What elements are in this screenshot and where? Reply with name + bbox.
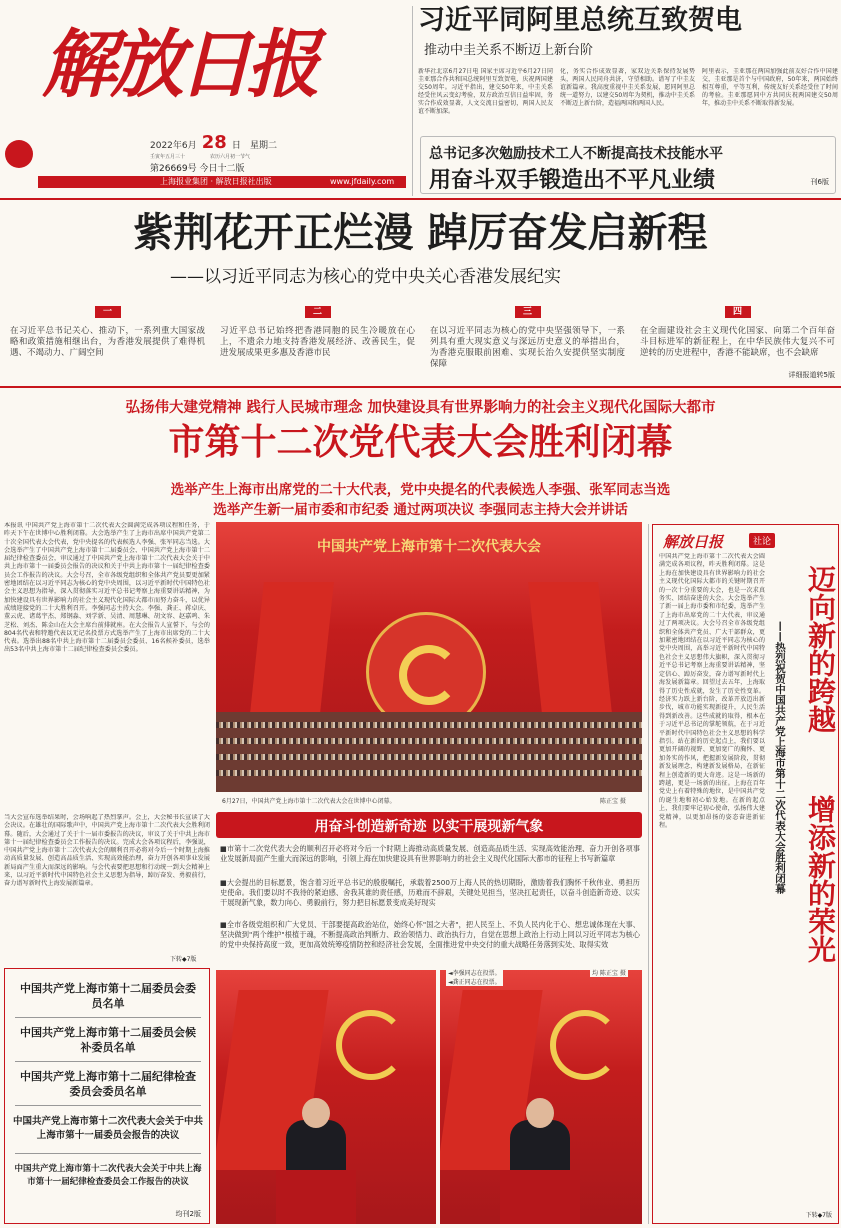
editorial-logo: 解放日报 <box>663 533 724 551</box>
hk-ref[interactable]: 详细报道转5版 <box>788 371 835 379</box>
congress-photo <box>216 522 642 792</box>
list-title: 中国共产党上海市第十二次代表大会关于中共上海市第十一届纪律检查委员会工作报告的决议 <box>14 1164 202 1187</box>
date-day-suffix: 日 <box>231 141 241 151</box>
photo-caption: 6月27日，中国共产党上海市第十二次代表大会在世博中心闭幕。 <box>222 798 396 805</box>
second-story-kicker: 总书记多次勉励技术工人不断提高技术技能水平 <box>429 146 723 162</box>
congress-sub2: 选举产生新一届市委和市纪委 通过两项决议 李强同志主持大会并讲话 <box>213 502 628 518</box>
congress-headline: 市第十二次党代表大会胜利闭幕 <box>168 422 673 463</box>
hk-section-3 <box>430 306 625 374</box>
lunar-date-2: 农历六月初一节气 <box>210 154 251 160</box>
list-item[interactable] <box>11 1163 205 1189</box>
list-title: 中国共产党上海市第十二届委员会委员名单 <box>20 982 196 1010</box>
top-story <box>418 4 838 132</box>
congress-body-b: 当大会宣布选举结果时，会场响起了热烈掌声。会上，大会秘书长宣读了大会决议。在雄壮的国际歌声中，中国共产党上海市第十二次代表大会胜利闭幕。随后，大会通过了关于十一届市委报告的决议，审议了关于中共上海市第十一届纪律检查委员会工作报告的决议。完成大会各项议程后，李强说，中国共产党上海市第十二次代表大会的顺利召开必将对今后一个时期上海推动高质量发展、创造高品质生活、实现高效能治理，奋力开创各项事业发展新局面产生重大而深远的影响。与会代表要把思想和行动统一到大会精神上来，以习近平新时代中国特色社会主义思想为指导，踔厉奋发、勇毅前行，奋力谱写新时代上海发展新篇章。 <box>4 814 210 888</box>
congress-body-ref[interactable]: 下转◆7版 <box>170 956 197 963</box>
hk-feature <box>0 202 841 384</box>
person-head <box>526 1098 554 1128</box>
person-head <box>302 1098 330 1128</box>
editorial-title-2: 增添新的荣光 <box>804 795 837 963</box>
bottom-caption-1: ◄李强同志在投票。 <box>448 970 501 977</box>
top-story-headline: 习近平同阿里总统互致贺电 <box>418 5 742 36</box>
hall-audience <box>216 712 642 792</box>
editorial-ref[interactable]: 下转◆7版 <box>805 1212 832 1219</box>
list-title: 中国共产党上海市第十二届委员会候补委员名单 <box>20 1026 196 1054</box>
lunar-date-1: 壬寅年五月三十 <box>150 154 186 160</box>
logo-emblem <box>5 140 33 168</box>
editorial-title-1: 迈向新的跨越 <box>804 565 837 733</box>
list-item[interactable] <box>15 1025 201 1055</box>
editorial-tag: 社论 <box>749 533 775 548</box>
red-flag-right <box>528 582 614 732</box>
date-year-month: 2022年6月 <box>150 141 197 151</box>
congress-kicker: 弘扬伟大建党精神 践行人民城市理念 加快建设具有世界影响力的社会主义现代化国际大都市 <box>125 400 716 416</box>
bottom-caption-2: ◄龚正同志在投票。 <box>448 979 501 986</box>
commentary-p1: ■市第十二次党代表大会的顺利召开必将对今后一个时期上海推动高质量发展、创造高品质生活、实现高效能治理、奋力开创各项事业发展新局面产生重大而深远的影响，引领上海在加快建设具有世界影响力的社会主义现代化国际大都市的征程上书写新篇章 <box>220 844 640 863</box>
second-story <box>420 136 836 194</box>
party-emblem-icon <box>550 1010 620 1080</box>
list-title: 中国共产党上海市第十二届纪律检查委员会委员名单 <box>20 1070 196 1098</box>
commentary-p3: ■全市各级党组织和广大党员、干部要提高政治站位，始终心怀"国之大者"，把人民至上、不负人民内化于心、想忠诚体现在大事、坚决做到"两个维护"根植于魂，不断提高政治判断力、政治领悟力、政治执行力，自觉在思想上政治上行动上同以习近平同志为核心的党中央保持高度一致，更加高效统筹疫情防控和经济社会发展，全面推进党中央交付的重大战略任务落到实处、取得实效 <box>220 920 640 949</box>
top-story-col2: 化，务实合作成效显著，家双边关系保持发展势头，两国人民同舟共济，守望相助。谱写了中圭友谊新篇章。我高度重视中圭关系发展，愿同阿里总统一道努力，以建交50周年为契机，推动中圭关系不断迈上新台阶，造福两国和两国人民。 <box>560 68 695 107</box>
date-day: 28 <box>201 132 227 153</box>
list-ref[interactable]: 均刊2版 <box>175 1210 201 1218</box>
ballot-box <box>500 1170 580 1224</box>
list-box <box>4 968 210 1224</box>
commentary-box <box>216 812 642 964</box>
bottom-photo-2 <box>440 970 642 1224</box>
list-item[interactable] <box>15 1069 201 1099</box>
publisher: 上海报业集团 · 解放日报社出版 <box>160 177 272 186</box>
section-text: 在以习近平同志为核心的党中央坚强领导下，一系列具有重大现实意义与深远历史意义的举措出台，为香港克服眼前困难、实现长治久安提供坚实制度保障 <box>430 326 625 369</box>
top-story-col1: 新华社北京6月27日电 国家主席习近平6月27日同圭亚那合作共和国总统阿里互致贺电，庆祝两国建交50周年。习近平指出，建交50年来，中圭关系经受住风云变幻考验，双方政治互信日益牢固，务实合作成效显著，人文交流日益密切，两国人民友谊不断加深。 <box>418 68 553 115</box>
section-number: 四 <box>725 306 751 318</box>
hk-headline: 紫荆花开正烂漫 踔厉奋发启新程 <box>133 210 708 256</box>
list-item[interactable] <box>11 1115 205 1143</box>
party-emblem-icon <box>336 1010 406 1080</box>
photo-credit: 陈正宝 摄 <box>600 798 626 805</box>
date-block <box>150 132 290 153</box>
section-text: 习近平总书记始终把香港同胞的民生冷暖放在心上，不遗余力地支持香港发展经济、改善民生，促进发展成果更多惠及香港市民 <box>220 326 415 358</box>
photo-banner: 中国共产党上海市第十二次代表大会 <box>317 539 541 555</box>
weekday: 星期二 <box>250 141 278 151</box>
hk-section-4 <box>640 306 835 374</box>
hk-subhead: ——以习近平同志为核心的党中央关心香港发展纪实 <box>170 267 561 287</box>
list-title: 中国共产党上海市第十二次代表大会关于中共上海市第十一届委员会报告的决议 <box>12 1116 203 1141</box>
section-text: 在习近平总书记关心、推动下，一系列重大国家战略和政策措施相继出台，为香港发展提供了难得机遇、不竭动力、广阔空间 <box>10 326 205 358</box>
second-story-headline: 用奋斗双手锻造出不平凡业绩 <box>429 168 716 193</box>
editorial-body: 中国共产党上海市第十二次代表大会圆满完成各项议程，昨天胜利闭幕。这是上海在加快建设具有世界影响力的社会主义现代化国际大都市的关键时期召开的一次十分重要的大会，也是一次求真务实、团结奋进的大会。大会选举产生了新一届上海市委和市纪委，选举产生了上海市出席党的二十大代表，审议通过了两项决议。大会号召全市各级党组织和全体共产党员、广大干部群众，更加紧密地团结在以习近平同志为核心的党中央周围，高举习近平新时代中国特色社会主义思想伟大旗帜，深入贯彻习近平总书记考察上海重要讲话精神，坚定信心、踔厉奋发，奋力谱写新时代上海发展新篇章。回望过去五年，上海取得了历史性成就，发生了历史性变革。经济实力跃上新台阶，改革开放迈出新步伐，城市功能实现新提升，人民生活得到新改善。这些成就的取得，根本在于习近平总书记的掌舵领航，在于习近平新时代中国特色社会主义思想的科学指引。站在新的历史起点上，我们要以更加开阔的视野、更加宽广的胸怀、更加务实的作风，把握新发展阶段，贯彻新发展理念，构建新发展格局，在新征程上创造新的更大奇迹。这是一场新的跨越，更是一场新的出征。上海在百年党史上有着特殊的地位，是中国共产党的诞生地和初心始发地。在新的起点上，我们要牢记初心使命，弘扬伟大建党精神，以更加昂扬的姿态奋进新征程。 <box>659 553 765 829</box>
section-number: 三 <box>515 306 541 318</box>
masthead <box>0 0 405 185</box>
editorial <box>652 524 839 1224</box>
red-flag-left <box>248 582 334 732</box>
section-number: 二 <box>305 306 331 318</box>
bottom-photo-1 <box>216 970 436 1224</box>
top-story-subhead: 推动中圭关系不断迈上新台阶 <box>424 43 594 58</box>
second-story-ref[interactable]: 刊6版 <box>810 178 829 186</box>
website-link[interactable]: www.jfdaily.com <box>330 177 395 186</box>
bottom-credit: 均 陈正宝 摄 <box>592 970 626 977</box>
section-number: 一 <box>95 306 121 318</box>
commentary-p2: ■大会提出的目标愿景，饱含着习近平总书记的殷殷嘱托，承载着2500万上海人民的热切期盼，激励着我们胸怀千秋伟业、勇担历史使命。我们要以时不我待的紧迫感、舍我其谁的责任感，历难而不辞艰，关键处见担当，坚决扛起责任，以奋斗创造新奇迹、以实干展现新气象，数力向心、勇毅前行，努力把目标愿景变成美好现实 <box>220 878 640 907</box>
editorial-subtitle: ——热烈祝贺中国共产党上海市第十二次代表大会胜利闭幕 <box>774 621 786 894</box>
hk-sections <box>10 306 835 382</box>
list-item[interactable] <box>15 981 201 1011</box>
ballot-box <box>276 1170 356 1224</box>
newspaper-logo: 解放日报 <box>42 22 314 108</box>
section-text: 在全面建设社会主义现代化国家、向第二个百年奋斗目标进军的新征程上，在中华民族伟大复兴不可逆转的历史进程中，香港不能缺席，也不会缺席 <box>640 326 835 358</box>
issue-number: 第26669号 今日十二版 <box>150 164 245 174</box>
top-story-col3: 阿里表示，圭亚那在两国加强此前友好合作中国建交，圭亚那是首个与中国政府，50年来，两国始终相互尊重，平等互利，传统友好关系经受住了时间的考验。圭亚那愿同中方共同庆祝两国建交50周年，推动圭中关系不断取得新发展。 <box>702 68 838 107</box>
congress-body-a: 本报讯 中国共产党上海市第十二次代表大会圆满完成各项议程和任务，于昨天下午在世博中心胜利闭幕。大会选举产生了上海市出席中国共产党第二十次全国代表大会代表，党中央提名的代表候选人李强、张军同志当选。大会选举产生了中国共产党上海市第十二届委员会、中国共产党上海市第十二届纪律检查委员会，审议通过了中国共产党上海市第十二次代表大会关于中共上海市第十一届委员会报告的决议和关于中共上海市第十一届纪律检查委员会工作报告的决议。大会号召，全市各级党组织和全体共产党员要更加紧密地团结在以习近平同志为核心的党中央周围，以习近平新时代中国特色社会主义思想为指导，深入贯彻落实习近平总书记考察上海重要讲话精神，为加快建设具有世界影响力的社会主义现代化国际大都市而努力奋斗，以优异成绩迎接党的二十大胜利召开。李强同志主持大会。李强、龚正、蒋卓庆、董云虎、诸葛宇杰、郑钢淼、刘学新、吴清、周慧琳、胡文容、赵嘉鸣、朱芝松、刘杰、陈金山在大会主席台前排就座。在大会报告人宣誓下，与会的804名代表和特邀代表以无记名投票方式选举产生了上海市出席党的二十大代表。选举出88名中共上海市第十二届委员会委员、16名候补委员，选举出53名中共上海市第十二届纪律检查委员会委员。 <box>4 522 210 654</box>
hk-section-1 <box>10 306 205 374</box>
hk-section-2 <box>220 306 415 374</box>
congress-sub1: 选举产生上海市出席党的二十大代表，党中央提名的代表候选人李强、张军同志当选 <box>170 482 671 498</box>
commentary-headline: 用奋斗创造新奇迹 以实干展现新气象 <box>314 819 544 835</box>
